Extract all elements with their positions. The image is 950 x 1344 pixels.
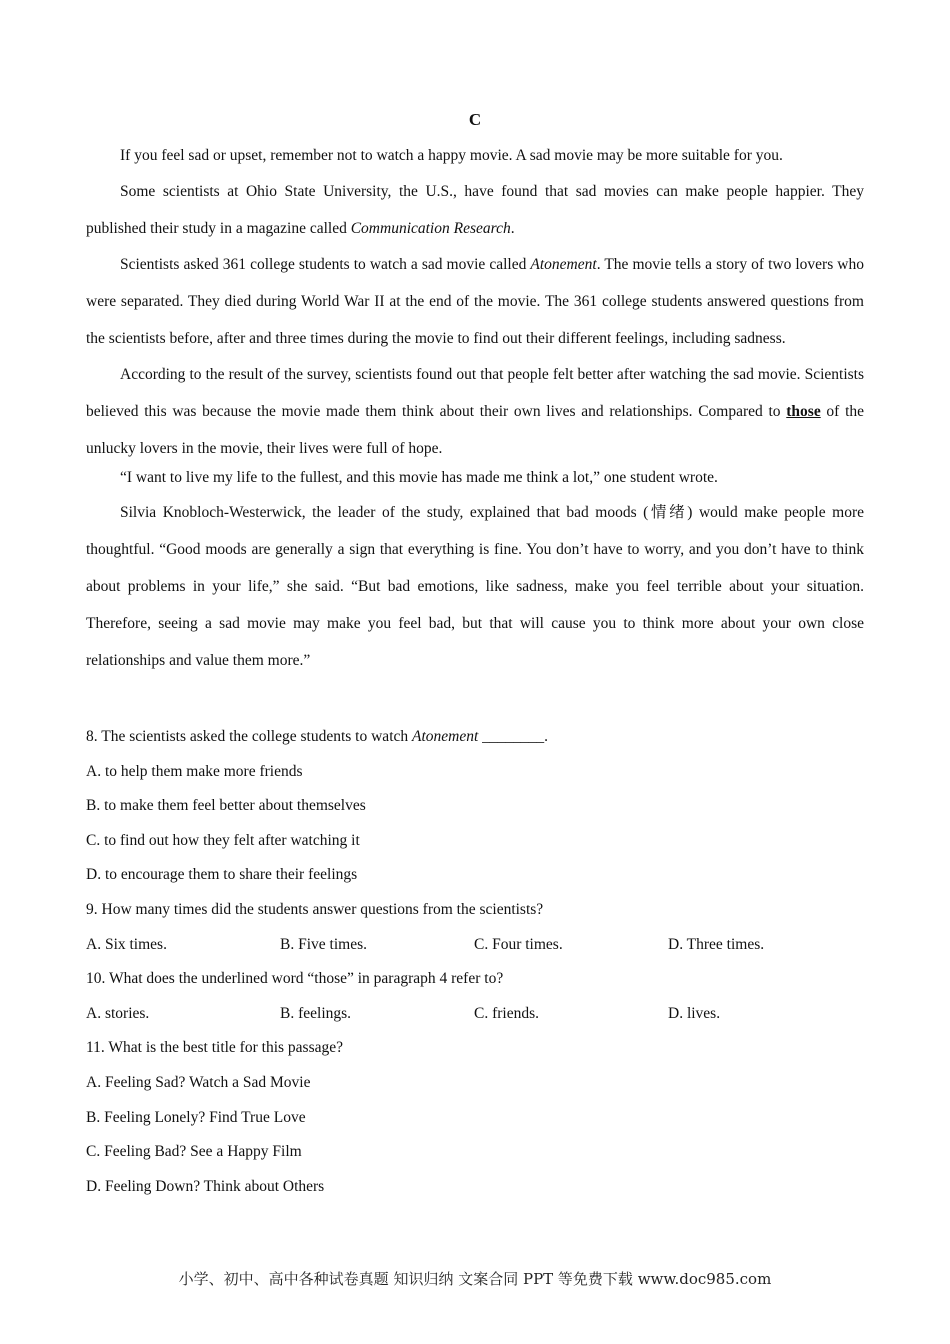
paragraph-6: Silvia Knobloch-Westerwick, the leader of the study, explained that bad moods (情绪) would make people more thoughtful. “Good moods are generally a sign that everything is fine. You don’t have to worry, and you don’t have to think about problems in your life,” she said. “But bad emotions, like sadness, make you feel terrible about your situation. Therefore, seeing a sad movie may make you feel bad, but that will cause you to think more about your own close relationships and value them more.” bbox=[86, 504, 864, 669]
paragraph-2 bbox=[86, 173, 864, 247]
magazine-title: Communication Research bbox=[350, 220, 511, 237]
question-10-option-a: A. stories. bbox=[86, 1004, 150, 1022]
question-11-stem: 11. What is the best title for this passage? bbox=[86, 1039, 343, 1057]
question-10-option-d: D. lives. bbox=[668, 1004, 721, 1022]
section-heading: C bbox=[468, 110, 482, 129]
paragraph-3 bbox=[86, 246, 864, 357]
question-9-option-a: A. Six times. bbox=[86, 935, 167, 953]
question-10-stem: 10. What does the underlined word “those” in paragraph 4 refer to? bbox=[86, 970, 504, 988]
question-8-text: 8. The scientists asked the college students to watch bbox=[86, 728, 412, 745]
question-8-option-a: A. to help them make more friends bbox=[86, 762, 303, 780]
paragraph-4 bbox=[86, 356, 864, 467]
paragraph-1: If you feel sad or upset, remember not to watch a happy movie. A sad movie may be more suitable for you. bbox=[120, 147, 783, 164]
question-11-option-b: B. Feeling Lonely? Find True Love bbox=[86, 1108, 306, 1126]
page-footer: 小学、初中、高中各种试卷真题 知识归纳 文案合同 PPT 等免费下载 www.doc985.com bbox=[178, 1270, 772, 1288]
question-11-option-a: A. Feeling Sad? Watch a Sad Movie bbox=[86, 1073, 311, 1091]
question-8-option-b: B. to make them feel better about themselves bbox=[86, 797, 366, 815]
paragraph-3-rest: . The movie tells a story of two lovers who were separated. They died during World War II at the end of the movie. The 361 college students answered questions from the scientists before, after and three times during the movie to find out their different feelings, including sadness. bbox=[86, 256, 864, 347]
question-10-options bbox=[86, 1003, 864, 1038]
question-9-option-c: C. Four times. bbox=[474, 935, 563, 953]
paragraph-2-text: Some scientists at Ohio State University, the U.S., have found that sad movies can make people happier. They published their study in a magazine called bbox=[86, 183, 864, 237]
question-10-option-b: B. feelings. bbox=[280, 1004, 352, 1022]
question-10-option-c: C. friends. bbox=[474, 1004, 540, 1022]
paragraph-5: “I want to live my life to the fullest, and this movie has made me think a lot,” one student wrote. bbox=[120, 469, 718, 486]
question-11-option-d: D. Feeling Down? Think about Others bbox=[86, 1177, 325, 1195]
underlined-word: those bbox=[786, 403, 821, 420]
question-9-option-d: D. Three times. bbox=[668, 935, 765, 953]
question-9-options bbox=[86, 934, 864, 969]
paragraph-4-rest: of the unlucky lovers in the movie, their lives were full of hope. bbox=[86, 403, 865, 457]
paragraph-3-text: Scientists asked 361 college students to watch a sad movie called bbox=[120, 256, 531, 273]
question-8-option-c: C. to find out how they felt after watching it bbox=[86, 831, 360, 849]
question-11-option-c: C. Feeling Bad? See a Happy Film bbox=[86, 1143, 302, 1161]
paragraph-2-end: . bbox=[510, 220, 515, 237]
movie-title: Atonement bbox=[530, 256, 597, 273]
question-9-stem: 9. How many times did the students answer questions from the scientists? bbox=[86, 900, 544, 918]
question-8-option-d: D. to encourage them to share their feelings bbox=[86, 866, 358, 884]
reading-passage bbox=[86, 144, 864, 679]
paragraph-4-text: According to the result of the survey, scientists found out that people felt better after watching the sad movie. Scientists believed this was because the movie made them think about their own lives and relationships. Compared to bbox=[86, 366, 864, 420]
question-9-option-b: B. Five times. bbox=[280, 935, 367, 953]
question-8-stem bbox=[86, 726, 864, 761]
question-8-movie-title: Atonement bbox=[412, 728, 479, 745]
question-8-blank: ________. bbox=[478, 728, 549, 745]
question-list bbox=[86, 726, 864, 1210]
